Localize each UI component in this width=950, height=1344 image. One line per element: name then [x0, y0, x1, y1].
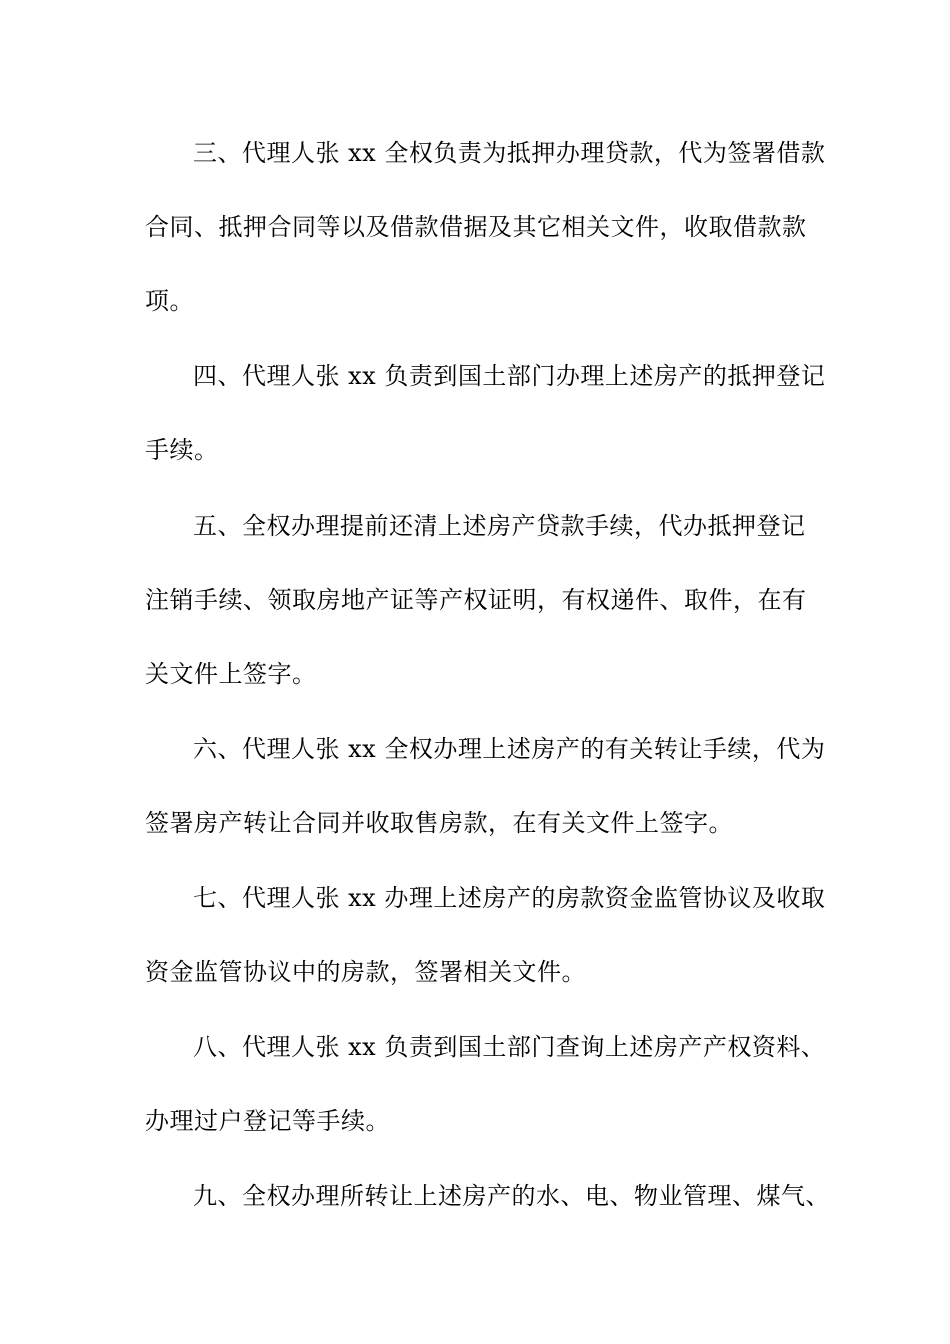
clause-5-line-1: 五、全权办理提前还清上述房产贷款手续，代办抵押登记 — [193, 512, 806, 540]
clause-8-line-1: 八、代理人张 xx 负责到国土部门查询上述房产产权资料、 — [193, 1033, 826, 1061]
clause-5-line-3: 关文件上签字。 — [145, 660, 317, 688]
clause-3-line-3: 项。 — [145, 287, 194, 315]
clause-7-line-1: 七、代理人张 xx 办理上述房产的房款资金监管协议及收取 — [193, 884, 826, 912]
clause-4-line-1: 四、代理人张 xx 负责到国土部门办理上述房产的抵押登记 — [193, 362, 826, 390]
clause-8-line-2: 办理过户登记等手续。 — [145, 1107, 390, 1135]
clause-9-line-1: 九、全权办理所转让上述房产的水、电、物业管理、煤气、 — [193, 1182, 830, 1210]
clause-6-line-2: 签署房产转让合同并收取售房款，在有关文件上签字。 — [145, 809, 733, 837]
clause-3-line-2: 合同、抵押合同等以及借款借据及其它相关文件，收取借款款 — [145, 213, 807, 241]
clause-5-line-2: 注销手续、领取房地产证等产权证明，有权递件、取件，在有 — [145, 586, 807, 614]
clause-3-line-1: 三、代理人张 xx 全权负责为抵押办理贷款，代为签署借款 — [193, 139, 826, 167]
clause-4-line-2: 手续。 — [145, 436, 219, 464]
clause-7-line-2: 资金监管协议中的房款，签署相关文件。 — [145, 958, 586, 986]
clause-6-line-1: 六、代理人张 xx 全权办理上述房产的有关转让手续，代为 — [193, 735, 826, 763]
